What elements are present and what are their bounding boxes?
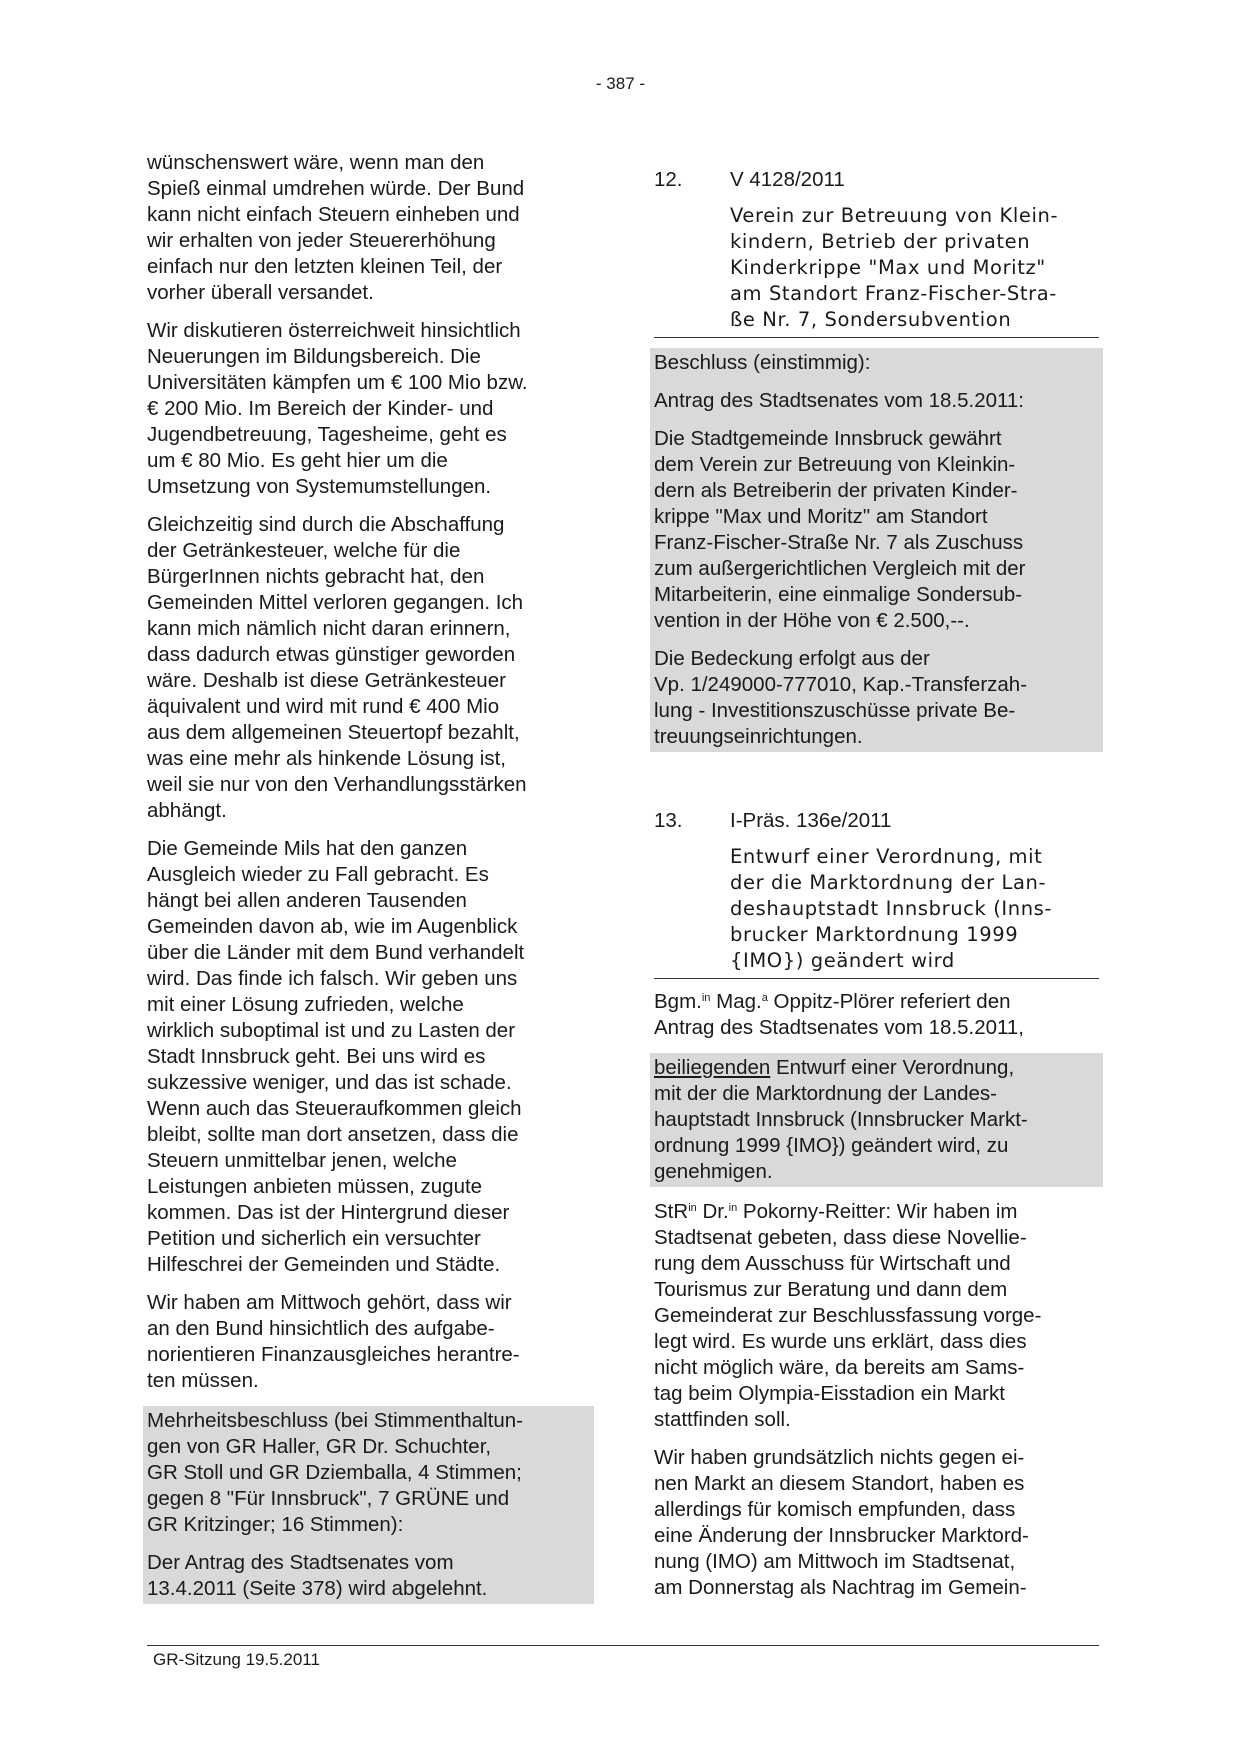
agenda-item-12	[654, 167, 1099, 752]
vote-result-block	[143, 1406, 594, 1604]
paragraph: Die Gemeinde Mils hat den ganzen Ausgleich wieder zu Fall gebracht. Es hängt bei allen anderen Tausenden Gemeinden davon ab, wie im Augenblick über die Länder mit dem Bund verhandelt wird. Das finde ich falsch. Wir geben uns mit einer Lösung zufrieden, welche wirklich suboptimal ist und zu Lasten der Stadt Innsbruck geht. Bei uns wird es sukzessive weniger, und das ist schade. Wenn auch das Steueraufkommen gleich bleibt, sollte man dort ansetzen, dass die Steuern unmittelbar jenen, welche Leistungen anbieten müssen, zugute kommen. Das ist der Hintergrund dieser Petition und sicherlich ein versuchter Hilfeschrei der Gemeinden und Städte.	[147, 837, 525, 1276]
decision-label: Beschluss (einstimmig):	[654, 351, 871, 374]
coverage-text: Die Bedeckung erfolgt aus der Vp. 1/249000-777010, Kap.-Transferzah- lung - Investitionszuschüsse private Be- treuungseinrichtungen.	[654, 647, 1028, 748]
agenda-item-13	[654, 808, 1099, 1601]
vote-decision-text: Der Antrag des Stadtsenates vom 13.4.2011 (Seite 378) wird abgelehnt.	[147, 1551, 488, 1600]
paragraph: Wir diskutieren österreichweit hinsichtlich Neuerungen im Bildungsbereich. Die Universitäten kämpfen um € 100 Mio bzw. € 200 Mio. Im Bereich der Kinder- und Jugendbetreuung, Tagesheime, geht es um € 80 Mio. Es geht hier um die Umsetzung von Systemumstellungen.	[147, 319, 528, 498]
underlined-word: beiliegenden	[654, 1056, 771, 1079]
motion-label: Antrag des Stadtsenates vom 18.5.2011:	[654, 389, 1025, 412]
footer-text: GR-Sitzung 19.5.2011	[153, 1650, 320, 1669]
item-title: Verein zur Betreuung von Klein- kindern, Betrieb der privaten Kinderkrippe "Max und Moritz" am Standort Franz-Fischer-Stra- ße Nr. 7, Sondersubvention	[730, 204, 1059, 331]
paragraph: Wir haben am Mittwoch gehört, dass wir an den Bund hinsichtlich des aufgabe- norientieren Finanzausgleiches herantre- ten müssen.	[147, 1291, 520, 1392]
page-number: - 387 -	[595, 74, 646, 93]
item-reference: I-Präs. 136e/2011	[730, 809, 892, 832]
superscript: in	[688, 1202, 697, 1214]
speaker-text: Oppitz-Plörer referiert den Antrag des Stadtsenates vom 18.5.2011,	[654, 990, 1025, 1039]
motion-text	[654, 1055, 1099, 1185]
item-reference: V 4128/2011	[730, 168, 845, 191]
paragraph: wünschenswert wäre, wenn man den Spieß einmal umdrehen würde. Der Bund kann nicht einfach Steuern einheben und wir erhalten von jeder Steuererhöhung einfach nur den letzten kleinen Teil, der vorher überall versandet.	[147, 151, 525, 304]
speaker-title: Mag.	[710, 990, 762, 1013]
item-title: Entwurf einer Verordnung, mit der die Marktordnung der Lan- deshauptstadt Innsbruck (Inns- brucker Marktordnung 1999 {IMO}) geändert wird	[730, 845, 1053, 972]
divider	[654, 337, 1099, 338]
motion-rest: Entwurf einer Verordnung, mit der die Marktordnung der Landes- hauptstadt Innsbruck (Innsbrucker Markt- ordnung 1999 {IMO}) geändert wird, zu genehmigen.	[654, 1056, 1028, 1183]
grant-text: Die Stadtgemeinde Innsbruck gewährt dem Verein zur Betreuung von Kleinkin- dern als Betreiberin der privaten Kinder- krippe "Max und Moritz" am Standort Franz-Fischer-Straße Nr. 7 als Zuschuss zum außergerichtlichen Vergleich mit der Mitarbeiterin, eine einmalige Sondersub- vention in der Höhe von € 2.500,--.	[654, 427, 1026, 632]
speaker-title: Dr.	[696, 1200, 729, 1223]
right-column	[654, 150, 1099, 1613]
resolution-block	[650, 348, 1103, 752]
item-number: 13.	[654, 809, 683, 832]
superscript: a	[761, 992, 768, 1004]
footer-divider	[147, 1645, 1099, 1646]
paragraph: Gleichzeitig sind durch die Abschaffung der Getränkesteuer, welche für die BürgerInnen nichts gebracht hat, den Gemeinden Mittel verloren gegangen. Ich kann mich nämlich nicht daran erinnern, dass dadurch etwas günstiger geworden wäre. Deshalb ist diese Getränkesteuer äquivalent und wird mit rund € 400 Mio aus dem allgemeinen Steuertopf bezahlt, was eine mehr als hinkende Lösung ist, weil sie nur von den Verhandlungsstärken abhängt.	[147, 513, 527, 822]
divider	[654, 978, 1099, 979]
speaker-statement	[654, 1199, 1099, 1433]
item-number: 12.	[654, 168, 683, 191]
superscript: in	[701, 992, 711, 1004]
speaker-text: Pokorny-Reitter: Wir haben im Stadtsenat gebeten, dass diese Novellie- rung dem Ausschuss für Wirtschaft und Tourismus zur Beratung und dann dem Gemeinderat zur Beschlussfassung vorge- legt wird. Es wurde uns erklärt, dass dies nicht möglich wäre, da bereits am Sams- tag beim Olympia-Eisstadion ein Markt stattfinden soll.	[654, 1200, 1042, 1431]
vote-result: Mehrheitsbeschluss (bei Stimmenthaltun- gen von GR Haller, GR Dr. Schuchter, GR Stoll und GR Dziemballa, 4 Stimmen; gegen 8 "Für Innsbruck", 7 GRÜNE und GR Kritzinger; 16 Stimmen):	[147, 1409, 523, 1536]
motion-block	[650, 1053, 1103, 1187]
speaker-title: StR	[654, 1200, 689, 1223]
superscript: in	[728, 1202, 738, 1214]
paragraph: Wir haben grundsätzlich nichts gegen ei- nen Markt an diesem Standort, haben es allerdings für komisch empfunden, dass eine Änderung der Innsbrucker Marktord- nung (IMO) am Mittwoch im Stadtsenat, am Donnerstag als Nachtrag im Gemein-	[654, 1446, 1029, 1599]
speaker-title: Bgm.	[654, 990, 702, 1013]
left-column	[147, 150, 590, 1604]
speaker-statement	[654, 989, 1099, 1041]
